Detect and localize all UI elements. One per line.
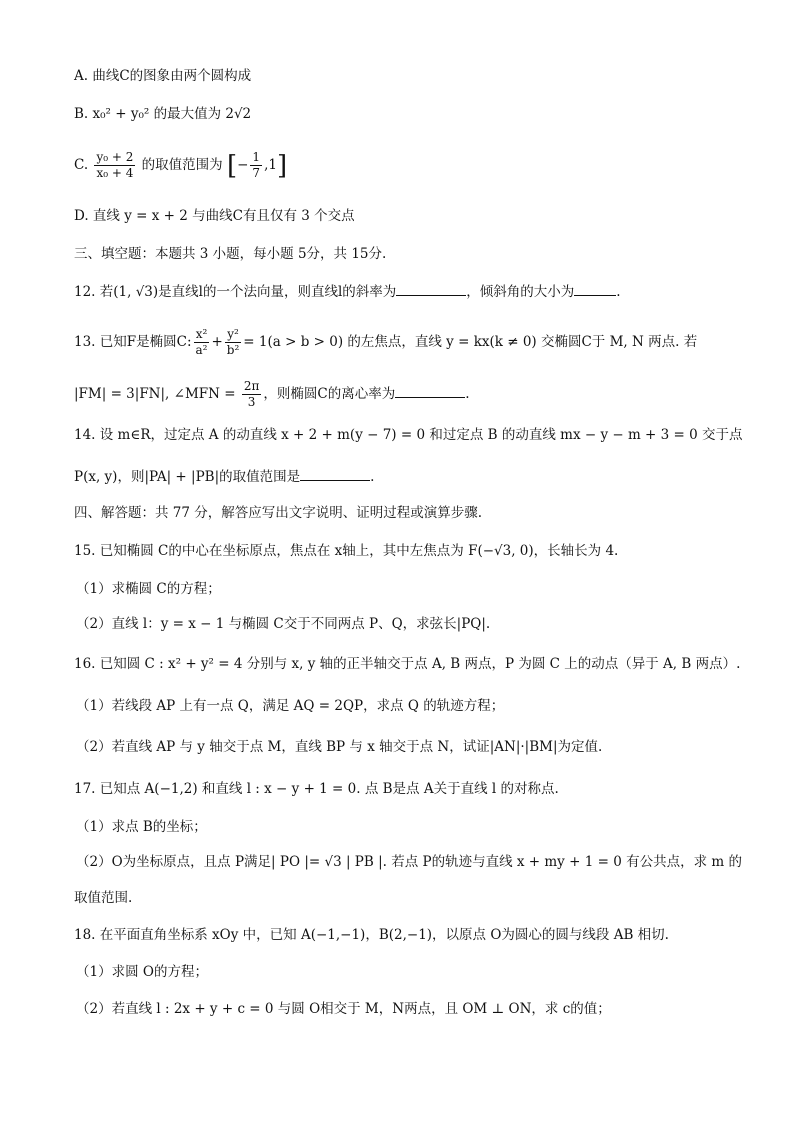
question-18-part-1: （1）求圆 O的方程； [76,964,208,980]
question-16-stem: 16. 已知圆 C : x² + y² = 4 分别与 x, y 轴的正半轴交于点 A, B 两点，P 为圆 C 上的动点（异于 A, B 两点）. [74,656,741,672]
option-c-text: 的取值范围为 [141,157,223,173]
question-17-part-2-line-1: （2）O为坐标原点，且点 P满足| PO |= √3 | PB |. 若点 P的轨迹与直线 x + my + 1 = 0 有公共点，求 m 的 [76,854,742,870]
q13-x-fraction [194,327,210,358]
option-b: B. x₀² + y₀² 的最大值为 2√2 [74,106,252,122]
question-13-line-1 [74,322,724,362]
range-fraction-den: 7 [252,166,261,180]
q13-angle-fraction [242,379,262,410]
question-12 [74,281,724,302]
q13-blank [395,383,465,398]
question-17-part-2-line-2: 取值范围. [74,890,133,906]
option-a: A. 曲线C的图象由两个圆构成 [74,68,252,84]
q13-x-num: x² [194,327,210,343]
range-fraction-num: 1 [252,150,261,164]
section-3-heading: 三、填空题：本题共 3 小题，每小题 5分，共 15分. [74,246,387,262]
q13-x-den: a² [195,343,208,357]
q12-text-b: ，倾斜角的大小为 [466,284,575,300]
q13-angle-den: 3 [247,395,256,409]
question-18-stem: 18. 在平面直角坐标系 xOy 中，已知 A(−1,−1)，B(2,−1)，以原点 O为圆心的圆与线段 AB 相切. [74,927,669,943]
option-d: D. 直线 y = x + 2 与曲线C有且仅有 3 个交点 [74,208,355,224]
q13-text-b: = 1(a > b > 0) 的左焦点，直线 y = kx(k ≠ 0) 交椭圆C于 M, N 两点. 若 [243,334,698,350]
option-c [74,146,724,184]
question-13-line-2 [74,374,724,414]
range-minus: − [237,157,249,173]
question-15-part-1: （1）求椭圆 C的方程； [76,581,221,597]
q12-blank-1 [396,281,466,296]
right-bracket: ] [276,150,288,181]
question-17-part-1: （1）求点 B的坐标； [76,819,207,835]
section-4-heading: 四、解答题：共 77 分，解答应写出文字说明、证明过程或演算步骤. [74,505,483,521]
q13-y-fraction [225,327,242,358]
q12-text-c: . [616,284,621,300]
option-c-label: C. [74,157,89,173]
q14-blank [300,466,370,481]
option-c-fraction [94,150,135,181]
q14-text-a: P(x, y)，则|PA| + |PB|的取值范围是 [74,469,301,485]
q12-text-a: 12. 若(1, √3)是直线l的一个法向量，则直线l的斜率为 [74,284,397,300]
q13-y-num: y² [225,327,242,343]
q13-plus: + [211,334,223,350]
question-16-part-2: （2）若直线 AP 与 y 轴交于点 M，直线 BP 与 x 轴交于点 N，试证|AN|·|BM|为定值. [76,739,603,755]
q13-y-den: b² [226,343,240,357]
question-16-part-1: （1）若线段 AP 上有一点 Q，满足 AQ = 2QP，求点 Q 的轨迹方程； [76,698,505,714]
question-15-part-2: （2）直线 l：y = x − 1 与椭圆 C交于不同两点 P、Q，求弦长|PQ|. [76,616,491,632]
left-bracket: [ [226,150,238,181]
question-14-line-2 [74,466,724,487]
q13-angle-num: 2π [243,379,260,393]
q13-line2-a: |FM| = 3|FN|, ∠MFN = [74,386,236,402]
option-c-fraction-num: y₀ + 2 [96,150,134,164]
q13-line2-c: . [465,386,470,402]
q14-text-b: . [370,469,375,485]
question-15-stem: 15. 已知椭圆 C的中心在坐标原点，焦点在 x轴上，其中左焦点为 F(−√3, 0)，长轴长为 4. [74,543,619,559]
q13-line2-b: ，则椭圆C的离心率为 [263,386,396,402]
q12-blank-2 [574,281,616,296]
range-fraction [250,150,262,181]
question-18-part-2: （2）若直线 l : 2x + y + c = 0 与圆 O相交于 M，N两点，且 OM ⊥ ON，求 c的值； [76,1001,611,1017]
question-17-stem: 17. 已知点 A(−1,2) 和直线 l : x − y + 1 = 0. 点 B是点 A关于直线 l 的对称点. [74,781,559,797]
question-14-line-1: 14. 设 m∈R，过定点 A 的动直线 x + 2 + m(y − 7) = 0 和过定点 B 的动直线 mx − y − m + 3 = 0 交于点 [74,427,743,443]
option-c-fraction-den: x₀ + 4 [96,166,134,180]
range-right: ,1 [264,157,277,173]
q13-text-a: 13. 已知F是椭圆C: [74,334,192,350]
